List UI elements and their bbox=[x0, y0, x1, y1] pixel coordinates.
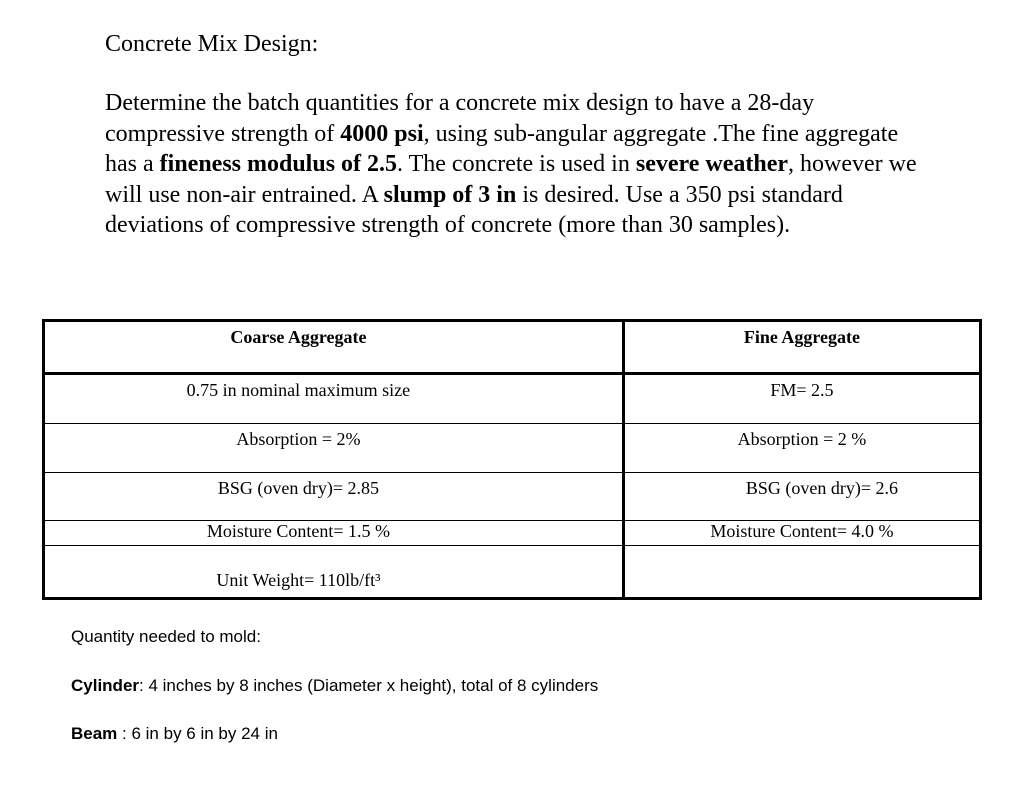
fine-aggregate-header: Fine Aggregate bbox=[623, 321, 980, 374]
table-row bbox=[44, 546, 981, 599]
page-title: Concrete Mix Design: bbox=[105, 31, 319, 57]
problem-text-1: Determine the batch quantities for a concrete mix design to have a 28-day compressive strength of bbox=[105, 90, 815, 147]
table-cell: BSG (oven dry)= 2.6 bbox=[623, 473, 980, 521]
problem-statement bbox=[105, 88, 935, 241]
table-cell bbox=[623, 546, 980, 599]
table-header-row bbox=[44, 321, 981, 374]
table-cell: Unit Weight= 110lb/ft³ bbox=[44, 546, 624, 599]
table-row bbox=[44, 424, 981, 473]
table-cell: 0.75 in nominal maximum size bbox=[44, 374, 624, 424]
table-cell: Absorption = 2% bbox=[44, 424, 624, 473]
beam-text: : 6 in by 6 in by 24 in bbox=[117, 724, 278, 743]
table-cell: Absorption = 2 % bbox=[623, 424, 980, 473]
table-row bbox=[44, 473, 981, 521]
table-row bbox=[44, 521, 981, 546]
problem-text-2: , using sub-angular aggregate .The fine aggregate has a bbox=[105, 120, 899, 177]
strength-emphasis: 4000 psi bbox=[340, 120, 424, 147]
fineness-emphasis: fineness modulus of 2.5 bbox=[159, 151, 398, 177]
beam-spec bbox=[71, 724, 278, 744]
table-cell: Moisture Content= 1.5 % bbox=[44, 521, 624, 546]
problem-text-5: is desired. Use a 350 psi standard deviations of compressive strength of concrete (more than 30 samples). bbox=[105, 181, 843, 238]
cylinder-text: : 4 inches by 8 inches (Diameter x height), total of 8 cylinders bbox=[139, 676, 599, 695]
problem-text-4: , however we will use non-air entrained. A bbox=[105, 151, 917, 208]
table-row bbox=[44, 374, 981, 424]
quantity-label: Quantity needed to mold: bbox=[71, 627, 261, 646]
beam-label: Beam bbox=[71, 724, 118, 743]
cylinder-spec bbox=[71, 676, 598, 696]
coarse-aggregate-header: Coarse Aggregate bbox=[44, 321, 624, 374]
table-cell: Moisture Content= 4.0 % bbox=[623, 521, 980, 546]
weather-emphasis: severe weather bbox=[635, 151, 789, 177]
slump-emphasis: slump of 3 in bbox=[383, 181, 517, 208]
table-cell: BSG (oven dry)= 2.85 bbox=[44, 473, 624, 521]
aggregate-properties-table bbox=[42, 319, 982, 600]
problem-text-3: . The concrete is used in bbox=[397, 151, 636, 177]
cylinder-label: Cylinder bbox=[71, 676, 140, 695]
table-cell: FM= 2.5 bbox=[623, 374, 980, 424]
